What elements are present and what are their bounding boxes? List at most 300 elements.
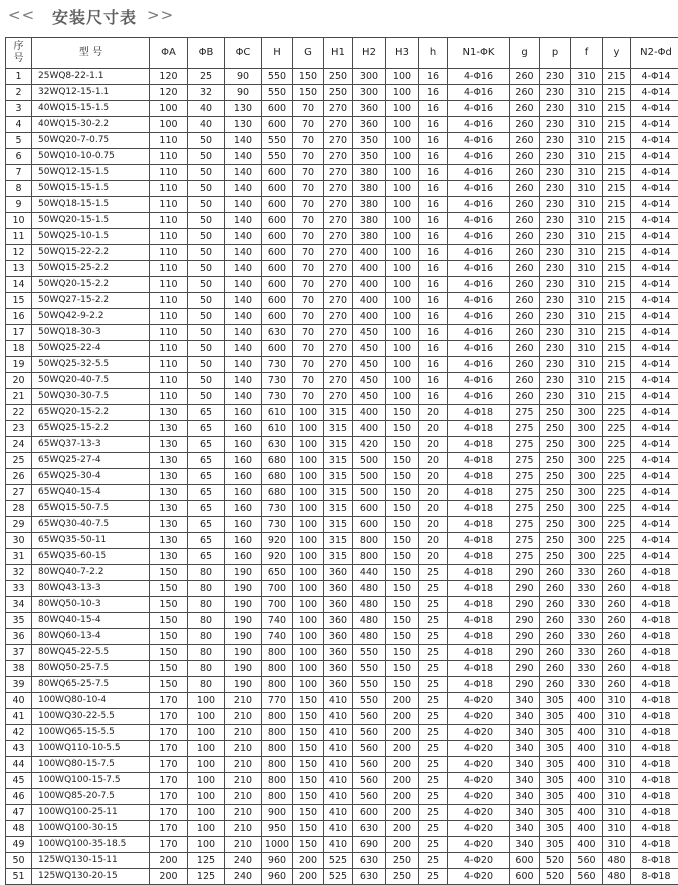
table-cell: 16 — [419, 325, 448, 341]
table-cell: 230 — [540, 229, 571, 245]
table-cell: 300 — [571, 469, 603, 485]
table-row — [6, 133, 678, 149]
table-cell: 560 — [571, 853, 603, 869]
table-cell: 22 — [6, 405, 32, 421]
model-cell: 50WQ20-15-2.2 — [32, 277, 150, 293]
table-cell: 260 — [510, 213, 540, 229]
table-cell: 260 — [540, 565, 571, 581]
table-cell: 70 — [293, 373, 324, 389]
table-cell: 800 — [262, 677, 293, 693]
table-cell: 310 — [571, 245, 603, 261]
table-cell: 160 — [225, 549, 262, 565]
table-cell: 410 — [324, 789, 353, 805]
column-header — [6, 38, 32, 69]
table-cell: 140 — [225, 181, 262, 197]
table-cell: 4-Φ14 — [631, 501, 678, 517]
model-cell: 50WQ42-9-2.2 — [32, 309, 150, 325]
table-cell: 20 — [419, 405, 448, 421]
table-cell: 130 — [150, 405, 188, 421]
table-cell: 270 — [324, 341, 353, 357]
table-row — [6, 69, 678, 85]
table-cell: 150 — [150, 677, 188, 693]
table-cell: 100 — [293, 453, 324, 469]
table-cell: 4-Φ14 — [631, 341, 678, 357]
table-cell: 310 — [571, 389, 603, 405]
table-cell: 315 — [324, 405, 353, 421]
table-cell: 400 — [571, 789, 603, 805]
table-cell: 1 — [6, 69, 32, 85]
model-cell: 100WQ100-15-7.5 — [32, 773, 150, 789]
table-cell: 4-Φ14 — [631, 101, 678, 117]
table-cell: 16 — [419, 277, 448, 293]
table-cell: 4-Φ16 — [448, 277, 510, 293]
model-cell: 100WQ100-30-15 — [32, 821, 150, 837]
table-cell: 250 — [540, 405, 571, 421]
table-cell: 190 — [225, 565, 262, 581]
table-cell: 400 — [571, 821, 603, 837]
table-cell: 100 — [293, 485, 324, 501]
table-cell: 25 — [419, 837, 448, 853]
model-cell: 65WQ25-30-4 — [32, 469, 150, 485]
model-cell: 80WQ40-15-4 — [32, 613, 150, 629]
table-cell: 450 — [353, 341, 386, 357]
table-cell: 800 — [262, 709, 293, 725]
table-cell: 150 — [386, 597, 419, 613]
table-cell: 410 — [324, 773, 353, 789]
table-cell: 450 — [353, 357, 386, 373]
table-cell: 150 — [386, 645, 419, 661]
table-cell: 4-Φ18 — [448, 549, 510, 565]
table-row — [6, 165, 678, 181]
table-cell: 23 — [6, 421, 32, 437]
table-cell: 250 — [540, 517, 571, 533]
table-cell: 100 — [386, 181, 419, 197]
table-row — [6, 869, 678, 885]
table-cell: 600 — [353, 805, 386, 821]
table-cell: 190 — [225, 597, 262, 613]
table-cell: 100 — [386, 309, 419, 325]
table-cell: 15 — [6, 293, 32, 309]
table-cell: 600 — [262, 309, 293, 325]
table-cell: 100 — [293, 565, 324, 581]
table-cell: 140 — [225, 229, 262, 245]
table-cell: 260 — [510, 293, 540, 309]
table-row — [6, 821, 678, 837]
table-cell: 310 — [603, 757, 631, 773]
table-cell: 270 — [324, 389, 353, 405]
table-cell: 300 — [571, 405, 603, 421]
table-cell: 240 — [225, 853, 262, 869]
table-cell: 215 — [603, 133, 631, 149]
table-body — [6, 69, 678, 885]
table-cell: 410 — [324, 821, 353, 837]
column-header: p — [540, 38, 571, 69]
table-cell: 250 — [540, 453, 571, 469]
table-cell: 340 — [510, 741, 540, 757]
table-cell: 150 — [293, 789, 324, 805]
table-cell: 70 — [293, 325, 324, 341]
table-cell: 70 — [293, 261, 324, 277]
table-cell: 960 — [262, 869, 293, 885]
table-cell: 260 — [510, 101, 540, 117]
table-cell: 140 — [225, 293, 262, 309]
table-cell: 35 — [6, 613, 32, 629]
table-cell: 100 — [293, 645, 324, 661]
table-cell: 50 — [188, 245, 225, 261]
table-cell: 210 — [225, 773, 262, 789]
table-cell: 65 — [188, 437, 225, 453]
table-cell: 70 — [293, 165, 324, 181]
table-cell: 100 — [386, 85, 419, 101]
table-cell: 80 — [188, 565, 225, 581]
table-cell: 310 — [571, 341, 603, 357]
table-cell: 110 — [150, 149, 188, 165]
table-cell: 360 — [353, 101, 386, 117]
table-cell: 215 — [603, 117, 631, 133]
table-cell: 310 — [571, 165, 603, 181]
table-cell: 65 — [188, 485, 225, 501]
table-cell: 4-Φ20 — [448, 805, 510, 821]
table-cell: 275 — [510, 437, 540, 453]
table-cell: 45 — [6, 773, 32, 789]
table-cell: 225 — [603, 485, 631, 501]
table-cell: 400 — [353, 309, 386, 325]
table-cell: 230 — [540, 261, 571, 277]
table-cell: 525 — [324, 869, 353, 885]
table-cell: 275 — [510, 549, 540, 565]
table-cell: 215 — [603, 213, 631, 229]
table-cell: 260 — [603, 565, 631, 581]
model-cell: 50WQ25-22-4 — [32, 341, 150, 357]
table-cell: 300 — [571, 437, 603, 453]
table-cell: 290 — [510, 645, 540, 661]
table-cell: 16 — [419, 309, 448, 325]
table-cell: 250 — [540, 549, 571, 565]
table-cell: 4-Φ20 — [448, 821, 510, 837]
table-cell: 225 — [603, 453, 631, 469]
model-cell: 100WQ80-10-4 — [32, 693, 150, 709]
table-cell: 4-Φ18 — [631, 789, 678, 805]
table-cell: 310 — [571, 85, 603, 101]
table-cell: 10 — [6, 213, 32, 229]
table-cell: 310 — [603, 773, 631, 789]
table-cell: 130 — [150, 533, 188, 549]
table-cell: 130 — [150, 469, 188, 485]
table-cell: 500 — [353, 453, 386, 469]
table-cell: 740 — [262, 613, 293, 629]
table-cell: 110 — [150, 213, 188, 229]
table-cell: 50 — [188, 197, 225, 213]
table-cell: 110 — [150, 293, 188, 309]
table-cell: 170 — [150, 741, 188, 757]
table-cell: 550 — [353, 693, 386, 709]
table-row — [6, 533, 678, 549]
table-cell: 330 — [571, 661, 603, 677]
table-cell: 14 — [6, 277, 32, 293]
table-cell: 380 — [353, 229, 386, 245]
table-cell: 560 — [571, 869, 603, 885]
model-cell: 50WQ18-15-1.5 — [32, 197, 150, 213]
table-cell: 170 — [150, 789, 188, 805]
table-cell: 4-Φ14 — [631, 469, 678, 485]
table-cell: 330 — [571, 629, 603, 645]
table-cell: 65 — [188, 549, 225, 565]
table-cell: 600 — [262, 117, 293, 133]
model-cell: 50WQ10-10-0.75 — [32, 149, 150, 165]
table-row — [6, 485, 678, 501]
table-cell: 4-Φ16 — [448, 373, 510, 389]
table-cell: 4-Φ14 — [631, 133, 678, 149]
table-cell: 160 — [225, 517, 262, 533]
table-cell: 310 — [571, 149, 603, 165]
table-cell: 480 — [353, 597, 386, 613]
table-cell: 20 — [419, 549, 448, 565]
table-cell: 150 — [386, 453, 419, 469]
table-cell: 110 — [150, 229, 188, 245]
table-cell: 450 — [353, 373, 386, 389]
table-cell: 160 — [225, 501, 262, 517]
table-cell: 70 — [293, 277, 324, 293]
table-cell: 4-Φ14 — [631, 453, 678, 469]
table-cell: 110 — [150, 197, 188, 213]
model-cell: 65WQ35-50-11 — [32, 533, 150, 549]
table-cell: 230 — [540, 165, 571, 181]
table-cell: 150 — [293, 709, 324, 725]
table-cell: 600 — [510, 869, 540, 885]
table-cell: 215 — [603, 373, 631, 389]
table-cell: 4-Φ14 — [631, 389, 678, 405]
table-cell: 25 — [419, 805, 448, 821]
table-cell: 130 — [150, 549, 188, 565]
table-cell: 4-Φ18 — [448, 453, 510, 469]
column-header-char: 号 — [14, 53, 24, 64]
table-cell: 310 — [571, 229, 603, 245]
table-cell: 4-Φ18 — [448, 677, 510, 693]
table-cell: 17 — [6, 325, 32, 341]
table-cell: 170 — [150, 837, 188, 853]
table-cell: 4-Φ20 — [448, 709, 510, 725]
table-cell: 230 — [540, 85, 571, 101]
table-cell: 43 — [6, 741, 32, 757]
table-cell: 100 — [293, 629, 324, 645]
column-header: g — [510, 38, 540, 69]
table-cell: 51 — [6, 869, 32, 885]
table-cell: 225 — [603, 421, 631, 437]
table-cell: 260 — [510, 277, 540, 293]
table-cell: 100 — [188, 741, 225, 757]
table-cell: 110 — [150, 325, 188, 341]
table-cell: 310 — [603, 709, 631, 725]
table-cell: 310 — [603, 725, 631, 741]
table-cell: 230 — [540, 325, 571, 341]
table-cell: 190 — [225, 645, 262, 661]
table-cell: 160 — [225, 437, 262, 453]
table-cell: 480 — [353, 613, 386, 629]
table-cell: 315 — [324, 517, 353, 533]
table-cell: 42 — [6, 725, 32, 741]
table-cell: 4-Φ16 — [448, 85, 510, 101]
table-cell: 290 — [510, 581, 540, 597]
table-cell: 230 — [540, 373, 571, 389]
table-cell: 560 — [353, 789, 386, 805]
table-cell: 630 — [262, 325, 293, 341]
table-cell: 100 — [293, 677, 324, 693]
table-cell: 100 — [386, 293, 419, 309]
table-cell: 25 — [188, 69, 225, 85]
table-cell: 4-Φ20 — [448, 757, 510, 773]
table-row — [6, 645, 678, 661]
table-cell: 315 — [324, 421, 353, 437]
table-cell: 16 — [419, 389, 448, 405]
table-cell: 290 — [510, 677, 540, 693]
table-cell: 310 — [571, 277, 603, 293]
table-cell: 550 — [262, 85, 293, 101]
table-cell: 740 — [262, 629, 293, 645]
table-cell: 600 — [262, 181, 293, 197]
table-cell: 70 — [293, 293, 324, 309]
table-cell: 25 — [419, 709, 448, 725]
model-cell: 65WQ40-15-4 — [32, 485, 150, 501]
table-cell: 200 — [293, 869, 324, 885]
table-cell: 160 — [225, 405, 262, 421]
table-cell: 800 — [262, 773, 293, 789]
model-cell: 80WQ45-22-5.5 — [32, 645, 150, 661]
table-cell: 37 — [6, 645, 32, 661]
table-cell: 150 — [150, 613, 188, 629]
table-row — [6, 629, 678, 645]
model-cell: 100WQ65-15-5.5 — [32, 725, 150, 741]
table-cell: 230 — [540, 69, 571, 85]
table-cell: 19 — [6, 357, 32, 373]
table-cell: 20 — [419, 485, 448, 501]
table-cell: 4-Φ18 — [631, 661, 678, 677]
table-cell: 800 — [262, 741, 293, 757]
table-cell: 250 — [540, 533, 571, 549]
table-row — [6, 773, 678, 789]
table-cell: 140 — [225, 165, 262, 181]
table-cell: 230 — [540, 245, 571, 261]
table-cell: 25 — [419, 725, 448, 741]
table-cell: 260 — [510, 245, 540, 261]
table-cell: 100 — [293, 613, 324, 629]
table-cell: 4-Φ16 — [448, 197, 510, 213]
table-cell: 4-Φ16 — [448, 149, 510, 165]
table-cell: 100 — [293, 501, 324, 517]
table-cell: 25 — [419, 613, 448, 629]
model-cell: 50WQ27-15-2.2 — [32, 293, 150, 309]
model-cell: 65WQ37-13-3 — [32, 437, 150, 453]
model-cell: 50WQ12-15-1.5 — [32, 165, 150, 181]
table-cell: 310 — [571, 309, 603, 325]
table-cell: 520 — [540, 853, 571, 869]
table-cell: 150 — [386, 613, 419, 629]
model-cell: 50WQ20-40-7.5 — [32, 373, 150, 389]
table-cell: 4-Φ14 — [631, 293, 678, 309]
table-cell: 110 — [150, 245, 188, 261]
table-row — [6, 293, 678, 309]
table-cell: 4-Φ18 — [631, 805, 678, 821]
table-cell: 100 — [386, 197, 419, 213]
table-cell: 80 — [188, 581, 225, 597]
table-cell: 250 — [324, 85, 353, 101]
model-cell: 50WQ15-15-1.5 — [32, 181, 150, 197]
table-cell: 300 — [571, 501, 603, 517]
table-cell: 260 — [540, 581, 571, 597]
table-cell: 100 — [188, 837, 225, 853]
model-cell: 50WQ18-30-3 — [32, 325, 150, 341]
table-cell: 400 — [353, 405, 386, 421]
table-cell: 800 — [262, 661, 293, 677]
table-cell: 600 — [262, 245, 293, 261]
table-cell: 150 — [150, 597, 188, 613]
table-cell: 140 — [225, 133, 262, 149]
table-cell: 4-Φ14 — [631, 117, 678, 133]
table-cell: 800 — [262, 789, 293, 805]
table-cell: 4-Φ18 — [448, 645, 510, 661]
table-cell: 315 — [324, 485, 353, 501]
table-cell: 380 — [353, 197, 386, 213]
table-cell: 310 — [603, 805, 631, 821]
table-cell: 260 — [510, 325, 540, 341]
table-cell: 360 — [324, 645, 353, 661]
table-cell: 275 — [510, 533, 540, 549]
table-cell: 330 — [571, 597, 603, 613]
table-cell: 28 — [6, 501, 32, 517]
table-cell: 380 — [353, 213, 386, 229]
table-cell: 310 — [603, 821, 631, 837]
table-cell: 300 — [353, 85, 386, 101]
table-cell: 400 — [353, 421, 386, 437]
table-cell: 400 — [571, 709, 603, 725]
table-header-row — [6, 38, 678, 69]
table-cell: 25 — [419, 597, 448, 613]
table-cell: 150 — [386, 581, 419, 597]
table-cell: 140 — [225, 149, 262, 165]
table-cell: 4-Φ16 — [448, 341, 510, 357]
table-cell: 100 — [293, 517, 324, 533]
table-cell: 100 — [293, 597, 324, 613]
table-cell: 215 — [603, 245, 631, 261]
table-cell: 260 — [510, 165, 540, 181]
table-cell: 600 — [262, 197, 293, 213]
table-cell: 315 — [324, 549, 353, 565]
table-cell: 4-Φ14 — [631, 437, 678, 453]
table-cell: 270 — [324, 357, 353, 373]
table-cell: 50 — [188, 149, 225, 165]
table-cell: 630 — [353, 821, 386, 837]
table-cell: 4-Φ18 — [631, 821, 678, 837]
table-cell: 680 — [262, 485, 293, 501]
table-cell: 160 — [225, 485, 262, 501]
model-cell: 50WQ30-30-7.5 — [32, 389, 150, 405]
table-cell: 200 — [386, 725, 419, 741]
table-cell: 610 — [262, 421, 293, 437]
table-cell: 330 — [571, 565, 603, 581]
table-cell: 24 — [6, 437, 32, 453]
table-cell: 340 — [510, 789, 540, 805]
table-cell: 100 — [386, 277, 419, 293]
table-cell: 215 — [603, 325, 631, 341]
table-cell: 100 — [188, 821, 225, 837]
table-cell: 32 — [188, 85, 225, 101]
table-cell: 270 — [324, 293, 353, 309]
table-cell: 100 — [386, 357, 419, 373]
table-cell: 4-Φ18 — [448, 597, 510, 613]
table-cell: 260 — [603, 613, 631, 629]
table-cell: 380 — [353, 181, 386, 197]
table-row — [6, 213, 678, 229]
table-cell: 150 — [150, 581, 188, 597]
